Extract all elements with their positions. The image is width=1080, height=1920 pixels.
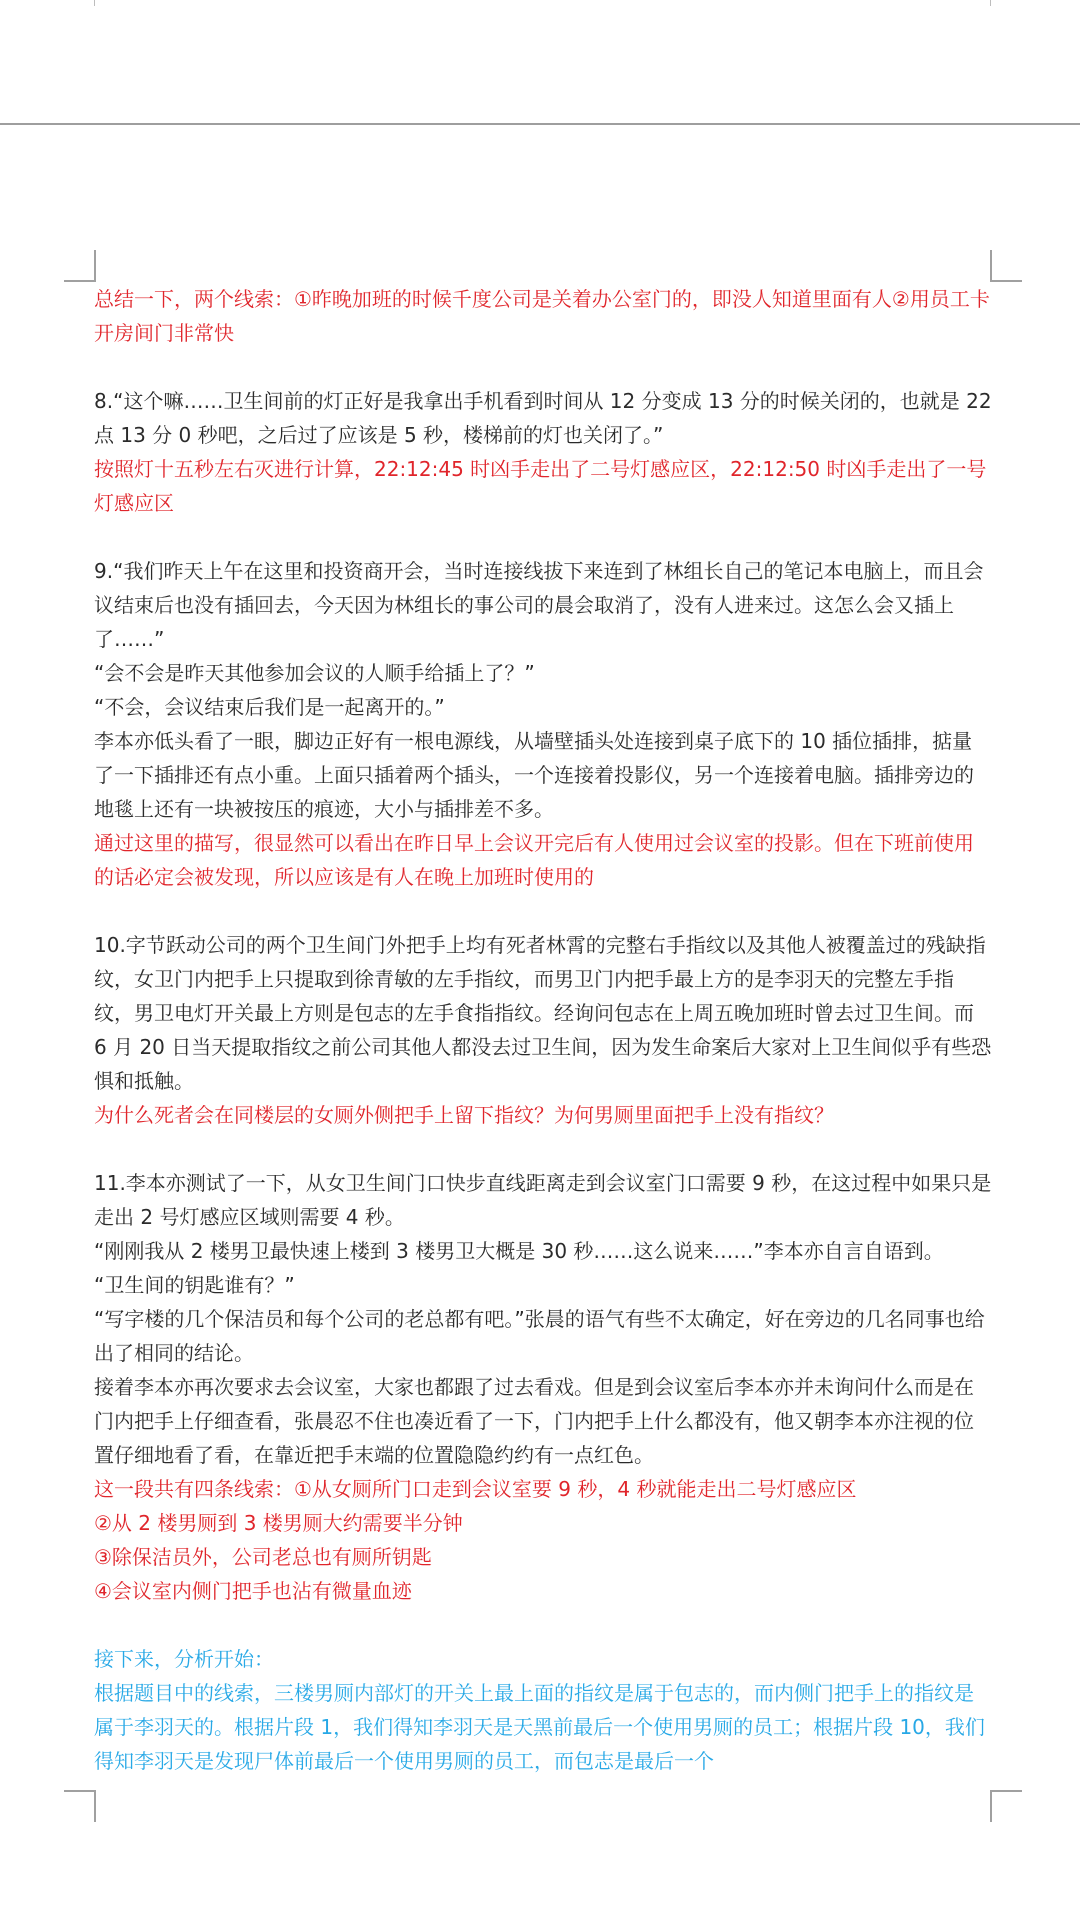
page-corner-mark-top-left [64, 250, 96, 282]
annotation-paragraph: ②从 2 楼男厕到 3 楼男厕大约需要半分钟 [94, 1511, 463, 1535]
story-paragraph: “不会，会议结束后我们是一起离开的。” [94, 695, 445, 719]
story-paragraph: 9.“我们昨天上午在这里和投资商开会，当时连接线拔下来连到了林组长自己的笔记本电脑上，而且会议结束后也没有插回去，今天因为林组长的事公司的晨会取消了，没有人进来过。这怎么会又插上了……” [94, 559, 984, 651]
annotation-paragraph: ④会议室内侧门把手也沾有微量血迹 [94, 1579, 412, 1603]
analysis-paragraph: 根据题目中的线索，三楼男厕内部灯的开关上最上面的指纹是属于包志的，而内侧门把手上的指纹是属于李羽天的。根据片段 1，我们得知李羽天是天黑前最后一个使用男厕的员工；根据片段 10，我们得知李羽天是发现尸体前最后一个使用男厕的员工，而包志是最后一个 [94, 1681, 985, 1773]
story-paragraph: “卫生间的钥匙谁有？” [94, 1273, 295, 1297]
story-paragraph: 11.李本亦测试了一下，从女卫生间门口快步直线距离走到会议室门口需要 9 秒，在这过程中如果只是走出 2 号灯感应区域则需要 4 秒。 [94, 1171, 992, 1229]
header-tick-left [94, 0, 95, 6]
annotation-paragraph: 这一段共有四条线索：①从女厕所门口走到会议室要 9 秒，4 秒就能走出二号灯感应区 [94, 1477, 857, 1501]
header-tick-right [990, 0, 991, 6]
story-paragraph: 10.字节跃动公司的两个卫生间门外把手上均有死者林霄的完整右手指纹以及其他人被覆盖过的残缺指纹，女卫门内把手上只提取到徐青敏的左手指纹，而男卫门内把手最上方的是李羽天的完整左手指纹，男卫电灯开关最上方则是包志的左手食指指纹。经询问包志在上周五晚加班时曾去过卫生间。而 6 月 20 日当天提取指纹之前公司其他人都没去过卫生间，因为发生命案后大家对上卫生间似乎有些恐惧和抵触。 [94, 933, 992, 1093]
header-divider [0, 123, 1080, 125]
story-paragraph: “会不会是昨天其他参加会议的人顺手给插上了？” [94, 661, 535, 685]
story-paragraph: “写字楼的几个保洁员和每个公司的老总都有吧。”张晨的语气有些不太确定，好在旁边的几名同事也给出了相同的结论。 [94, 1307, 985, 1365]
annotation-paragraph: 按照灯十五秒左右灭进行计算，22:12:45 时凶手走出了二号灯感应区，22:12:50 时凶手走出了一号灯感应区 [94, 457, 987, 515]
page-corner-mark-bottom-left [64, 1790, 96, 1822]
story-paragraph: 接着李本亦再次要求去会议室，大家也都跟了过去看戏。但是到会议室后李本亦并未询问什么而是在门内把手上仔细查看，张晨忍不住也凑近看了一下，门内把手上什么都没有，他又朝李本亦注视的位置仔细地看了看，在靠近把手末端的位置隐隐约约有一点红色。 [94, 1375, 974, 1467]
annotation-paragraph: 通过这里的描写，很显然可以看出在昨日早上会议开完后有人使用过会议室的投影。但在下班前使用的话必定会被发现，所以应该是有人在晚上加班时使用的 [94, 831, 974, 889]
annotation-paragraph: ③除保洁员外，公司老总也有厕所钥匙 [94, 1545, 432, 1569]
analysis-paragraph: 接下来，分析开始： [94, 1647, 274, 1671]
page-corner-mark-top-right [990, 250, 1022, 282]
paragraph-spacer [94, 1608, 992, 1642]
story-paragraph: 李本亦低头看了一眼，脚边正好有一根电源线，从墙壁插头处连接到桌子底下的 10 插位插排，掂量了一下插排还有点小重。上面只插着两个插头，一个连接着投影仪，另一个连接着电脑。插排旁边的地毯上还有一块被按压的痕迹，大小与插排差不多。 [94, 729, 974, 821]
document-body [94, 282, 992, 1778]
paragraph-spacer [94, 350, 992, 384]
paragraph-spacer [94, 520, 992, 554]
paragraph-spacer [94, 894, 992, 928]
annotation-paragraph: 总结一下，两个线索：①昨晚加班的时候千度公司是关着办公室门的，即没人知道里面有人②用员工卡开房间门非常快 [94, 287, 990, 345]
annotation-paragraph: 为什么死者会在同楼层的女厕外侧把手上留下指纹？为何男厕里面把手上没有指纹？ [94, 1103, 834, 1127]
page-corner-mark-bottom-right [990, 1790, 1022, 1822]
paragraph-spacer [94, 1132, 992, 1166]
story-paragraph: 8.“这个嘛……卫生间前的灯正好是我拿出手机看到时间从 12 分变成 13 分的时候关闭的，也就是 22 点 13 分 0 秒吧，之后过了应该是 5 秒，楼梯前的灯也关闭了。” [94, 389, 992, 447]
story-paragraph: “刚刚我从 2 楼男卫最快速上楼到 3 楼男卫大概是 30 秒……这么说来……”李本亦自言自语到。 [94, 1239, 944, 1263]
